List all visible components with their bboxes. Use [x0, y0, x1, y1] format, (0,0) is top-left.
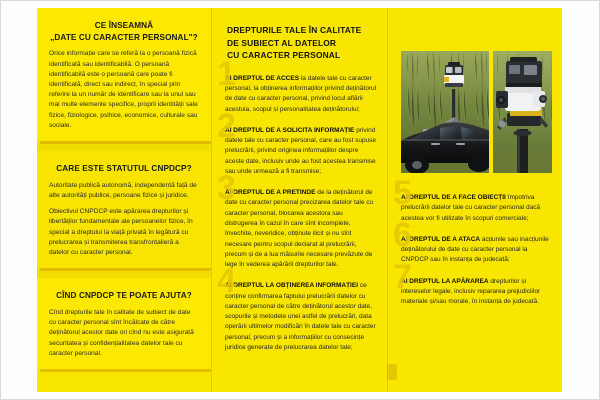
right-item-lead: AI DREPTUL DE A SOLICITA INFORMAȚIE [225, 126, 355, 134]
decorative-corner-shape [387, 364, 397, 380]
watermark-number: 2 [217, 106, 236, 145]
heading-line-2: „DATE CU CARACTER PERSONAL"? [50, 32, 198, 42]
right-item-4 [217, 262, 377, 353]
watermark-number: 5 [393, 174, 412, 212]
middle-panel [211, 8, 387, 392]
watermark-number: 6 [393, 215, 412, 254]
section-cnpdcp-status [37, 151, 211, 268]
section-heading [49, 20, 199, 43]
panoramic-camera-photo [493, 51, 552, 173]
fold-line-right [387, 8, 388, 392]
section-paragraph: Cînd drepturile tale în calitate de subiect de date cu caracter personal sînt încălcate de către deținătorul acestor date ori cînd nu este asigurată securitatea și confidențialitatea datelor tale cu caracter personal. [49, 308, 194, 357]
right-item-text [401, 193, 552, 224]
section-what-is-personal-data [37, 8, 211, 141]
right-item-lead: AI DREPTUL DE A FACE OBIECȚII [401, 194, 506, 201]
right-item-body: drepturilor și intereselor legale, inclusiv repararea prejudiciilor materiale și/sau morale, în instanța de judecată. [401, 277, 541, 306]
right-item-6 [393, 215, 552, 266]
right-item-3 [217, 169, 377, 270]
right-item-2 [217, 106, 377, 177]
left-panel [37, 8, 211, 392]
page-title [227, 24, 377, 62]
heading-line-1: CÎND CNPDCP TE POATE AJUTA? [56, 291, 192, 301]
right-item-text [225, 188, 377, 270]
watermark-number: 1 [217, 54, 236, 93]
streetview-car-photo [401, 51, 489, 173]
right-item-lead: AI DREPTUL DE A PRETINDE [225, 189, 316, 197]
watermark-number: 3 [217, 169, 236, 208]
right-item-text [225, 74, 377, 115]
section-when-cnpdcp-helps [37, 278, 211, 369]
right-item-1 [217, 54, 377, 115]
title-line-3: CU CARACTER PERSONAL [227, 50, 341, 61]
right-item-body: acțiunile sau inacțiunile deținătorului de date cu caracter personal la CNPDCP sau în instanța de judecată; [401, 235, 549, 264]
panel-gap [37, 268, 211, 278]
watermark-number: 4 [217, 262, 236, 301]
fold-line-left [211, 8, 212, 392]
title-line-2: DE SUBIECT AL DATELOR [227, 37, 337, 48]
heading-line-1: CE ÎNSEAMNĂ [94, 21, 154, 30]
panel-gap [37, 141, 211, 151]
heading-line-1: CARE ESTE STATUTUL CNPDCP? [56, 164, 192, 174]
right-item-text [225, 126, 377, 177]
right-item-lead: AI DREPTUL DE A ATACA [401, 235, 481, 243]
right-panel [387, 8, 562, 392]
section-paragraph: Obiectivul CNPDCP este apărarea drepturilor și libertăților fundamentale ale persoanelor fizice, în special a dreptului la viață privată în legătură cu prelucrarea și transmiterea transfrontalieră a datelor cu caracter personal. [49, 208, 193, 256]
trifold-panel-area [37, 8, 562, 392]
section-heading [49, 290, 199, 302]
right-item-text [225, 281, 377, 353]
title-line-1: DREPTURILE TALE ÎN CALITATE [227, 25, 362, 35]
section-paragraph: Autoritate publică autonomă, independentă față de alte autorități publice, persoane fizice și juridice. [49, 181, 197, 199]
right-item-7 [393, 257, 552, 308]
right-item-body: ce conține confirmarea faptului prelucrării datelor cu caracter personal de către deținătorul acestor date, scopurile și metodele unei astfel de prelucrări, data operării ultimelor modificări în datele tale cu caracter personal, precum și a informațiilor cu consecințe juridice generate de prelucrarea datelor tale; [225, 282, 376, 351]
section-paragraph: Orice informație care se referă la o persoană fizică identificată sau identificabilă. O persoană identificabilă este o persoană care poate fi identificată, direct sau indirect, în special prin referire la un număr de identificare sau la unul sau mai multe elemente specifice, proprii identității sale fizice, fiziologice, psihice, economice, culturale sau sociale. [49, 50, 198, 129]
right-item-body: privind datele tale cu caracter personal, care au fost supuse prelucrării, privind originea informațiilor despre aceste date, inclusiv unde au fost acestea transmise sau unde urmează a fi transmise; [225, 126, 377, 175]
photo-gallery [401, 51, 552, 173]
right-item-text [401, 277, 552, 308]
right-item-body: la datele tale cu caracter personal, la obținerea informațiilor privind deținătorul de date cu caracter personal, privind locul aflării acestuia, scopul și personalitatea deținătorului; [225, 74, 377, 113]
right-item-lead: AI DREPTUL LA APĂRAREA [401, 277, 489, 285]
watermark-number: 7 [393, 257, 412, 296]
right-item-body: de la deținătorul de date cu caracter personal precizarea datelor tale cu caracter personal, blocarea acestora sau distrugerea în cazul în care sînt incomplete, învechite, neveridice, obținute ilicit și nu sînt necesare pentru scopul declarat al prelucrării, precum și de a lua măsurile necesare prevăzute de lege în vederea apărării drepturilor tale. [225, 189, 374, 269]
right-item-text [401, 235, 552, 266]
right-item-5 [393, 174, 552, 224]
right-item-lead: AI DREPTUL LA OBȚINEREA INFORMAȚIEI [225, 282, 359, 290]
right-item-lead: AI DREPTUL DE ACCES [225, 74, 300, 82]
section-heading [49, 163, 199, 175]
right-item-body: împotriva prelucrării datelor tale cu caracter personal dacă acestea vor fi utilizate în scopuri comerciale; [401, 194, 541, 222]
